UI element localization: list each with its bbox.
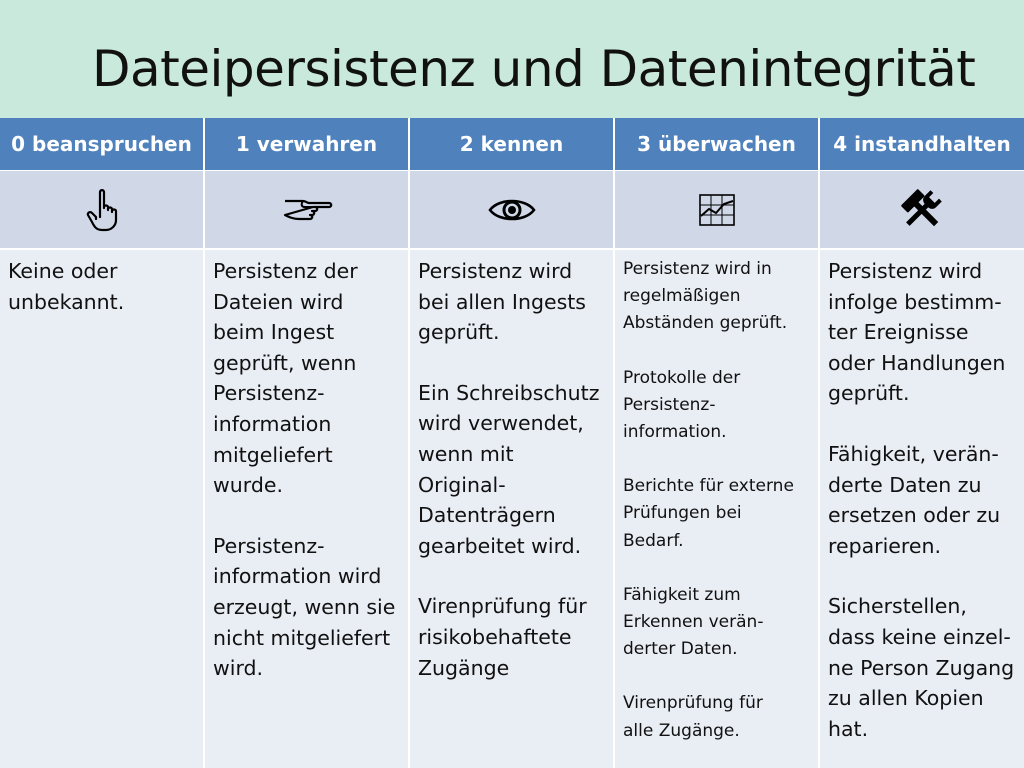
paragraph: Persistenz wird infolge bestimm- ter Ereignisse oder Handlungen geprüft. <box>828 259 1006 406</box>
paragraph: Virenprüfung für alle Zugänge. <box>623 693 763 741</box>
hammer-wrench-icon <box>900 188 944 232</box>
title-area <box>0 0 1024 118</box>
header-cell-0: 0 beanspruchen <box>0 118 203 170</box>
eye-icon <box>487 195 537 225</box>
header-cell-3: 3 überwachen <box>615 118 818 170</box>
paragraph: Persistenz- information wird erzeugt, wenn sie nicht mitgeliefert wird. <box>213 533 396 681</box>
table-body-row <box>0 250 1024 768</box>
column-2-text <box>410 250 613 768</box>
paragraph: Fähigkeit zum Erkennen verän- derter Daten. <box>623 584 764 660</box>
icon-cell-2 <box>410 171 613 248</box>
header-cell-2: 2 kennen <box>410 118 613 170</box>
table-icon-row <box>0 171 1024 248</box>
paragraph: Persistenz wird bei allen Ingests geprüft. <box>418 259 586 345</box>
icon-cell-4 <box>820 171 1024 248</box>
column-1-text <box>205 250 408 768</box>
slide-title: Dateipersistenz und Datenintegrität <box>92 40 976 98</box>
header-cell-1: 1 verwahren <box>205 118 408 170</box>
icon-cell-3 <box>615 171 818 248</box>
table-header-row <box>0 118 1024 170</box>
chart-grid-icon <box>697 192 737 228</box>
icon-cell-1 <box>205 171 408 248</box>
header-cell-4: 4 instandhalten <box>820 118 1024 170</box>
paragraph: Virenprüfung für risikobehaftete Zugänge <box>418 594 587 680</box>
levels-table <box>0 118 1024 768</box>
icon-cell-0 <box>0 171 203 248</box>
pointing-up-hand-icon <box>82 188 122 232</box>
pointing-right-hand-icon <box>279 195 335 225</box>
paragraph: Persistenz der Dateien wird beim Ingest geprüft, wenn Persistenz- information mitgeliefert wurde. <box>213 259 358 498</box>
paragraph: Persistenz wird in regelmäßigen Abständen geprüft. <box>623 259 788 334</box>
paragraph: Keine oder unbekannt. <box>8 259 125 314</box>
column-3-text <box>615 250 818 768</box>
paragraph: Ein Schreibschutz wird verwendet, wenn mit Original- Datenträgern gearbeitet wird. <box>418 380 600 558</box>
paragraph: Protokolle der Persistenz- information. <box>623 367 741 443</box>
column-4-text <box>820 250 1024 768</box>
paragraph: Berichte für externe Prüfungen bei Bedarf. <box>623 476 794 551</box>
column-0-text <box>0 250 203 768</box>
paragraph: Fähigkeit, verän- derte Daten zu ersetzen oder zu reparieren. <box>828 441 1001 558</box>
paragraph: Sicherstellen, dass keine einzel- ne Person Zugang zu allen Kopien hat. <box>828 594 1015 741</box>
